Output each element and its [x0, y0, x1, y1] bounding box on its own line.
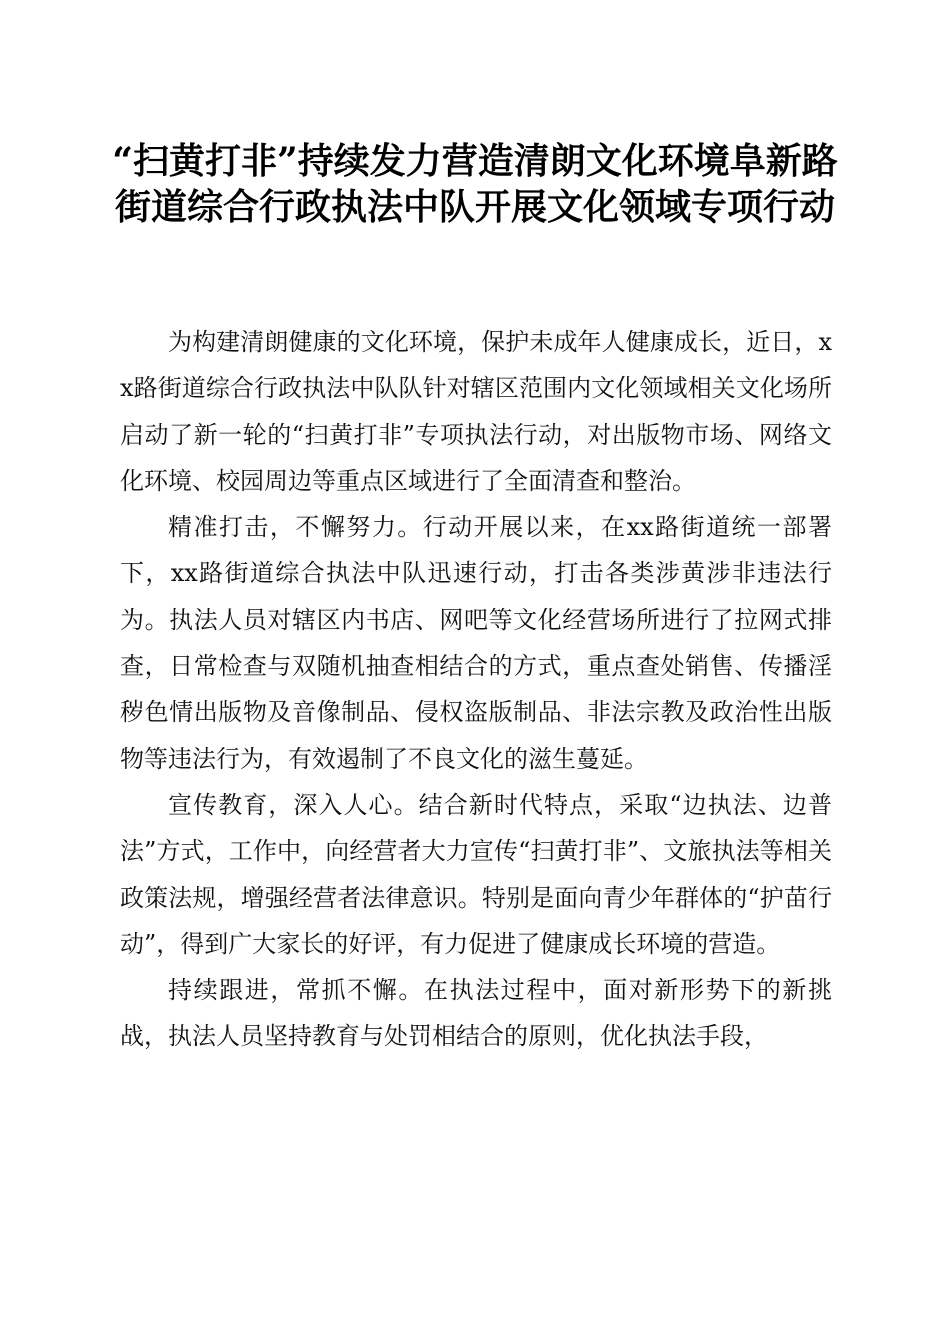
paragraph-publicity-education: 宣传教育，深入人心。结合新时代特点，采取“边执法、边普法”方式，工作中，向经营者大力宣传“扫黄打非”、文旅执法等相关政策法规，增强经营者法律意识。特别是面向青少年群体的“护苗行动”，得到广大家长的好评，有力促进了健康成长环境的营造。 — [120, 790, 832, 958]
paragraph-continuous-follow-up: 持续跟进，常抓不懈。在执法过程中，面对新形势下的新挑战，执法人员坚持教育与处罚相结合的原则，优化执法手段， — [120, 976, 832, 1051]
document-title: “扫黄打非”持续发力营造清朗文化环境阜新路街道综合行政执法中队开展文化领域专项行动 — [112, 140, 838, 228]
document-body — [120, 319, 832, 1060]
paragraph-intro: 为构建清朗健康的文化环境，保护未成年人健康成长，近日，xx路街道综合行政执法中队队针对辖区范围内文化领域相关文化场所启动了新一轮的“扫黄打非”专项执法行动，对出版物市场、网络文化环境、校园周边等重点区域进行了全面清查和整治。 — [120, 328, 832, 495]
paragraph-precise-strike: 精准打击，不懈努力。行动开展以来，在xx路街道统一部署下，xx路街道综合执法中队迅速行动，打击各类涉黄涉非违法行为。执法人员对辖区内书店、网吧等文化经营场所进行了拉网式排查，日常检查与双随机抽查相结合的方式，重点查处销售、传播淫秽色情出版物及音像制品、侵权盗版制品、非法宗教及政治性出版物等违法行为，有效遏制了不良文化的滋生蔓延。 — [120, 513, 832, 773]
